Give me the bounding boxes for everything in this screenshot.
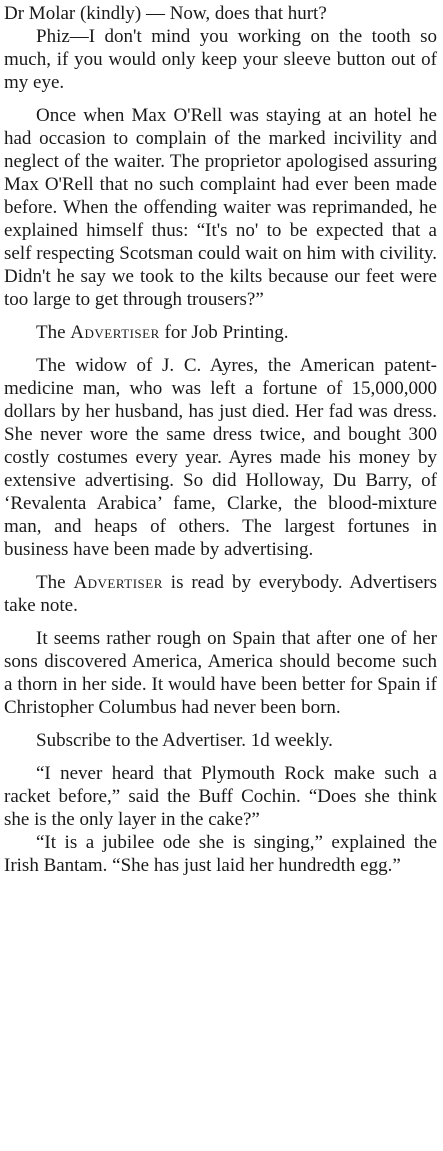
paragraph-spain: It seems rather rough on Spain that after one of her sons discovered America, America should become such a thorn in her side. It would have been better for Spain if Christopher Columbus had never been born. [4,628,437,718]
joke-dentist-reply: Phiz—I don't mind you working on the tooth so much, if you would only keep your sleeve button out of my eye. [4,26,437,93]
notice-read-by-everybody [4,571,437,617]
notice-job-printing [4,321,437,344]
notice-job-printing-after: for Job Printing. [159,322,289,343]
advertiser-brand: Advertiser [73,572,163,593]
paragraph-max-orell: Once when Max O'Rell was staying at an hotel he had occasion to complain of the marked incivility and neglect of the waiter. The proprietor apologised assuring Max O'Rell that no such complaint had ever been made before. When the offending waiter was reprimanded, he explained himself thus: “It's no' to be expected that a self respecting Scotsman could wait on him with civility. Didn't he say we took to the kilts because our feet were too large to get through trousers?” [4,105,437,310]
joke-dentist-question: Dr Molar (kindly) — Now, does that hurt? [4,3,327,24]
paragraph-ayres: The widow of J. C. Ayres, the American patent-medicine man, who was left a fortune of 15,000,000 dollars by her husband, has just died. Her fad was dress. She never wore the same dress twice, and bought 300 costly costumes every year. Ayres made his money by extensive advertising. So did Holloway, Du Barry, of ‘Revalenta Arabica’ fame, Clarke, the blood-mixture man, and heaps of others. The largest fortunes in business have been made by advertising. [4,355,437,560]
notice-job-printing-before: The [36,322,71,343]
paragraph-plymouth-rock: “I never heard that Plymouth Rock make such a racket before,” said the Buff Cochin. “Does she think she is the only layer in the cake?” [4,763,437,830]
advertiser-brand: Advertiser [70,322,160,343]
notice-read-before: The [36,572,74,593]
notice-read-after: is read by everybody. Advertisers take note. [4,572,437,616]
notice-subscribe: Subscribe to the Advertiser. 1d weekly. [36,730,333,751]
paragraph-irish-bantam: “It is a jubilee ode she is singing,” explained the Irish Bantam. “She has just laid her hundredth egg.” [4,832,437,876]
